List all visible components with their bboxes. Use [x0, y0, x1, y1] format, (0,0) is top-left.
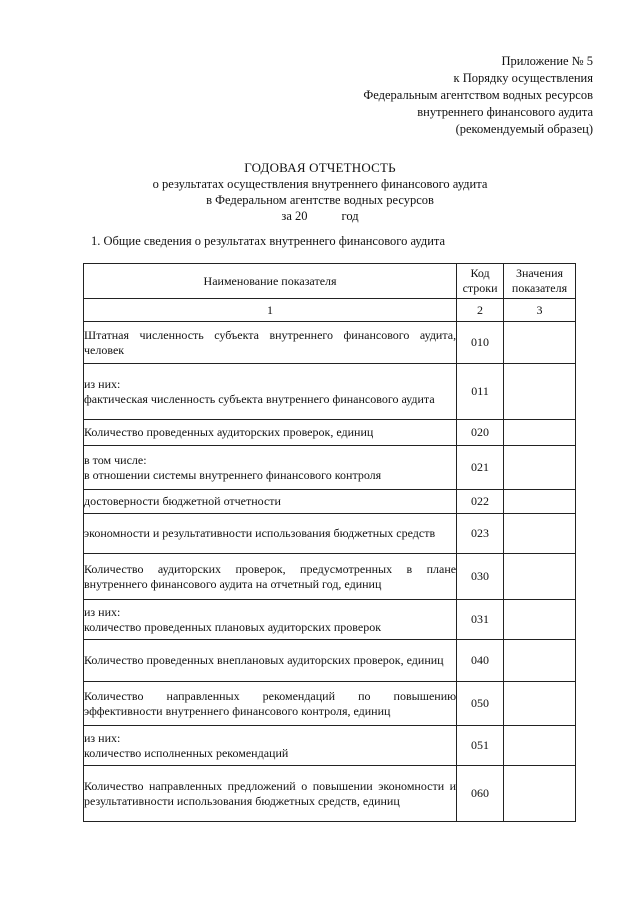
- indicator-name-line: из них:: [84, 730, 121, 745]
- report-subtitle: о результатах осуществления внутреннего финансового аудита: [152, 177, 488, 191]
- indicator-name: [84, 446, 457, 490]
- appendix-line: внутреннего финансового аудита: [417, 105, 593, 119]
- row-code: 050: [457, 682, 504, 726]
- indicator-value-cell[interactable]: [504, 364, 576, 420]
- indicator-name-line: фактическая численность субъекта внутреннего финансового аудита: [84, 391, 435, 406]
- indicator-value-cell[interactable]: [504, 420, 576, 446]
- indicator-name: [84, 640, 457, 682]
- appendix-line: к Порядку осуществления: [453, 71, 593, 85]
- indicator-name: [84, 364, 457, 420]
- table-row: [84, 514, 576, 554]
- indicator-name: [84, 766, 457, 822]
- table-row: [84, 682, 576, 726]
- indicator-value-cell[interactable]: [504, 726, 576, 766]
- audit-results-table: [83, 263, 576, 822]
- appendix-line: Приложение № 5: [501, 54, 593, 68]
- report-period: [0, 208, 640, 224]
- row-code: 010: [457, 322, 504, 364]
- row-code: 020: [457, 420, 504, 446]
- indicator-name-line: Количество аудиторских проверок, предусмотренных в плане внутреннего финансового аудита на отчетный год, единиц: [84, 561, 457, 591]
- table-row: [84, 490, 576, 514]
- table-row: [84, 554, 576, 600]
- indicator-name: [84, 682, 457, 726]
- table-row: [84, 766, 576, 822]
- indicator-name-line: Штатная численность субъекта внутреннего финансового аудита, человек: [84, 327, 457, 357]
- indicator-value-cell[interactable]: [504, 490, 576, 514]
- row-code: 021: [457, 446, 504, 490]
- table-row: [84, 364, 576, 420]
- indicator-name-line: экономности и результативности использования бюджетных средств: [84, 526, 436, 540]
- table-body: [84, 322, 576, 822]
- indicator-name-line: Количество проведенных аудиторских проверок, единиц: [84, 425, 374, 439]
- row-code: 040: [457, 640, 504, 682]
- indicator-name-line: Количество проведенных внеплановых аудиторских проверок, единиц: [84, 653, 444, 667]
- row-code: 031: [457, 600, 504, 640]
- indicator-name-line: количество проведенных плановых аудиторских проверок: [84, 619, 382, 634]
- report-title: ГОДОВАЯ ОТЧЕТНОСТЬ: [244, 160, 396, 175]
- section-heading: 1. Общие сведения о результатах внутреннего финансового аудита: [91, 234, 446, 248]
- indicator-name-line: достоверности бюджетной отчетности: [84, 494, 281, 508]
- indicator-name: [84, 554, 457, 600]
- indicator-value-cell[interactable]: [504, 682, 576, 726]
- row-code: 051: [457, 726, 504, 766]
- column-number: 1: [84, 299, 457, 322]
- period-prefix: за 20: [281, 209, 308, 223]
- indicator-value-cell[interactable]: [504, 554, 576, 600]
- indicator-name: [84, 322, 457, 364]
- indicator-value-cell[interactable]: [504, 322, 576, 364]
- table-row: [84, 640, 576, 682]
- indicator-name: [84, 514, 457, 554]
- table-row: [84, 446, 576, 490]
- appendix-note: [363, 53, 593, 138]
- row-code: 030: [457, 554, 504, 600]
- report-title-block: [0, 160, 640, 224]
- table-row: [84, 420, 576, 446]
- indicator-name-line: из них:: [84, 604, 121, 619]
- indicator-value-cell[interactable]: [504, 766, 576, 822]
- row-code: 060: [457, 766, 504, 822]
- table-row: [84, 322, 576, 364]
- report-subtitle-agency: в Федеральном агентстве водных ресурсов: [206, 193, 434, 207]
- appendix-line: (рекомендуемый образец): [455, 122, 593, 136]
- indicator-value-cell[interactable]: [504, 514, 576, 554]
- indicator-name-line: в отношении системы внутреннего финансового контроля: [84, 467, 382, 482]
- indicator-name-line: в том числе:: [84, 452, 147, 467]
- column-header-name: Наименование показателя: [84, 264, 457, 299]
- indicator-value-cell[interactable]: [504, 600, 576, 640]
- indicator-name-line: Количество направленных предложений о повышении экономности и результативности использования бюджетных средств, единиц: [84, 778, 457, 808]
- appendix-line: Федеральным агентством водных ресурсов: [363, 88, 593, 102]
- indicator-name: [84, 490, 457, 514]
- indicator-name: [84, 726, 457, 766]
- indicator-value-cell[interactable]: [504, 446, 576, 490]
- row-code: 022: [457, 490, 504, 514]
- table-row: [84, 726, 576, 766]
- table-row: [84, 600, 576, 640]
- row-code: 011: [457, 364, 504, 420]
- period-suffix: год: [341, 209, 359, 223]
- indicator-name: [84, 600, 457, 640]
- table-header-row: [84, 264, 576, 299]
- indicator-value-cell[interactable]: [504, 640, 576, 682]
- row-code: 023: [457, 514, 504, 554]
- indicator-name-line: количество исполненных рекомендаций: [84, 745, 289, 760]
- indicator-name-line: Количество направленных рекомендаций по повышению эффективности внутреннего финансового контроля, единиц: [84, 688, 457, 718]
- column-number: 3: [504, 299, 576, 322]
- column-number-row: [84, 299, 576, 322]
- indicator-name: [84, 420, 457, 446]
- indicator-name-line: из них:: [84, 376, 121, 391]
- column-number: 2: [457, 299, 504, 322]
- column-header-value: Значения показателя: [504, 264, 576, 299]
- column-header-code: Код строки: [457, 264, 504, 299]
